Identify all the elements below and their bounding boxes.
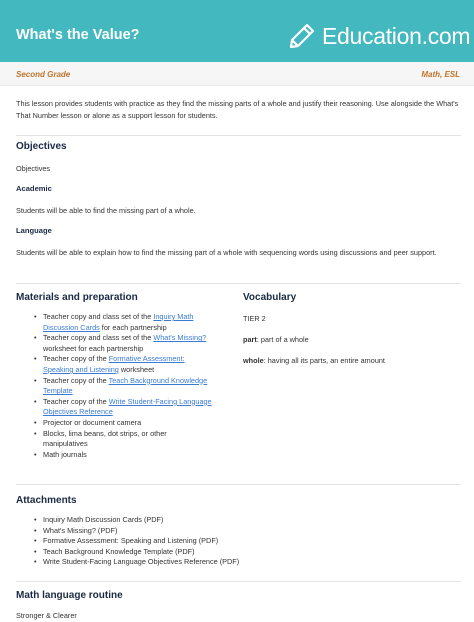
page-title: What's the Value?: [16, 27, 140, 43]
page-header: [0, 0, 474, 62]
material-text: Teacher copy of the: [43, 375, 109, 385]
language-heading: Language: [16, 226, 52, 235]
material-link[interactable]: What's Missing?: [153, 333, 207, 343]
vocab-definition: : part of a whole: [256, 335, 309, 344]
logo-text: Education.com: [322, 23, 471, 49]
material-text: Teacher copy of the: [43, 396, 109, 406]
divider: [16, 484, 461, 485]
material-text: Teacher copy and class set of the: [43, 333, 154, 343]
material-text: Blocks, lima beans, dot strips, or other manipulatives: [43, 428, 167, 449]
pencil-icon: [288, 20, 318, 50]
material-item: [33, 418, 213, 429]
attachment-item[interactable]: • Write Student-Facing Language Objectives Reference (PDF): [33, 557, 333, 568]
objectives-text: Objectives: [16, 164, 51, 173]
material-text: Teacher copy of the: [43, 354, 109, 364]
vocab-entry: [243, 355, 385, 367]
material-item: [33, 376, 213, 397]
routine-text: Stronger & Clearer: [16, 611, 77, 620]
vocabulary-tier: TIER 2: [243, 314, 266, 323]
materials-heading: Materials and preparation: [16, 292, 138, 303]
education-logo[interactable]: [288, 20, 471, 52]
material-text: for each partnership: [99, 322, 167, 332]
divider: [16, 135, 461, 136]
material-text: worksheet: [118, 364, 155, 374]
material-item: [33, 333, 213, 354]
meta-bar: [0, 62, 474, 86]
lesson-intro: This lesson provides students with practice as they find the missing parts of a whole and justify their reasoning. Use alongside the What's That Number lesson or alone as a support lesson for students.: [16, 99, 459, 120]
vocabulary-heading: Vocabulary: [243, 292, 297, 303]
attachment-item[interactable]: • What's Missing? (PDF): [33, 526, 333, 537]
academic-text: Students will be able to find the missing part of a whole.: [16, 206, 196, 215]
material-link[interactable]: Write Student-Facing Language Objectives Reference: [43, 396, 212, 417]
language-text: Students will be able to explain how to find the missing part of a whole with sequencing words using discussions and peer support.: [16, 248, 437, 257]
material-text: worksheet for each partnership: [43, 343, 144, 353]
subject-label: Math, ESL: [421, 70, 460, 79]
attachment-item[interactable]: • Inquiry Math Discussion Cards (PDF): [33, 515, 333, 526]
attachments-list: [33, 515, 333, 568]
grade-label: Second Grade: [16, 70, 71, 79]
material-text: Teacher copy and class set of the: [43, 312, 154, 321]
academic-heading: Academic: [16, 184, 52, 193]
material-item: [33, 429, 213, 450]
objectives-heading: Objectives: [16, 141, 67, 152]
material-text: Projector or document camera: [43, 417, 142, 427]
attachment-item[interactable]: • Teach Background Knowledge Template (PDF): [33, 547, 333, 558]
vocab-entry: [243, 334, 309, 346]
material-item: [33, 450, 213, 461]
material-item: [33, 397, 213, 418]
attachment-item[interactable]: • Formative Assessment: Speaking and Listening (PDF): [33, 536, 333, 547]
materials-list: [33, 312, 213, 460]
material-link[interactable]: Teach Background Knowledge Template: [43, 375, 208, 396]
material-link[interactable]: Formative Assessment: Speaking and Listening: [43, 354, 185, 374]
vocab-definition: : having all its parts, an entire amount: [263, 356, 385, 365]
routine-heading: Math language routine: [16, 590, 123, 601]
vocab-term: whole: [243, 356, 264, 365]
material-item: [33, 354, 213, 375]
material-text: Math journals: [43, 449, 87, 459]
divider: [16, 283, 461, 284]
attachments-heading: Attachments: [16, 495, 77, 506]
divider: [16, 581, 461, 582]
vocab-term: part: [243, 335, 257, 344]
material-link[interactable]: Inquiry Math Discussion Cards: [43, 312, 194, 332]
material-item: [33, 312, 213, 333]
